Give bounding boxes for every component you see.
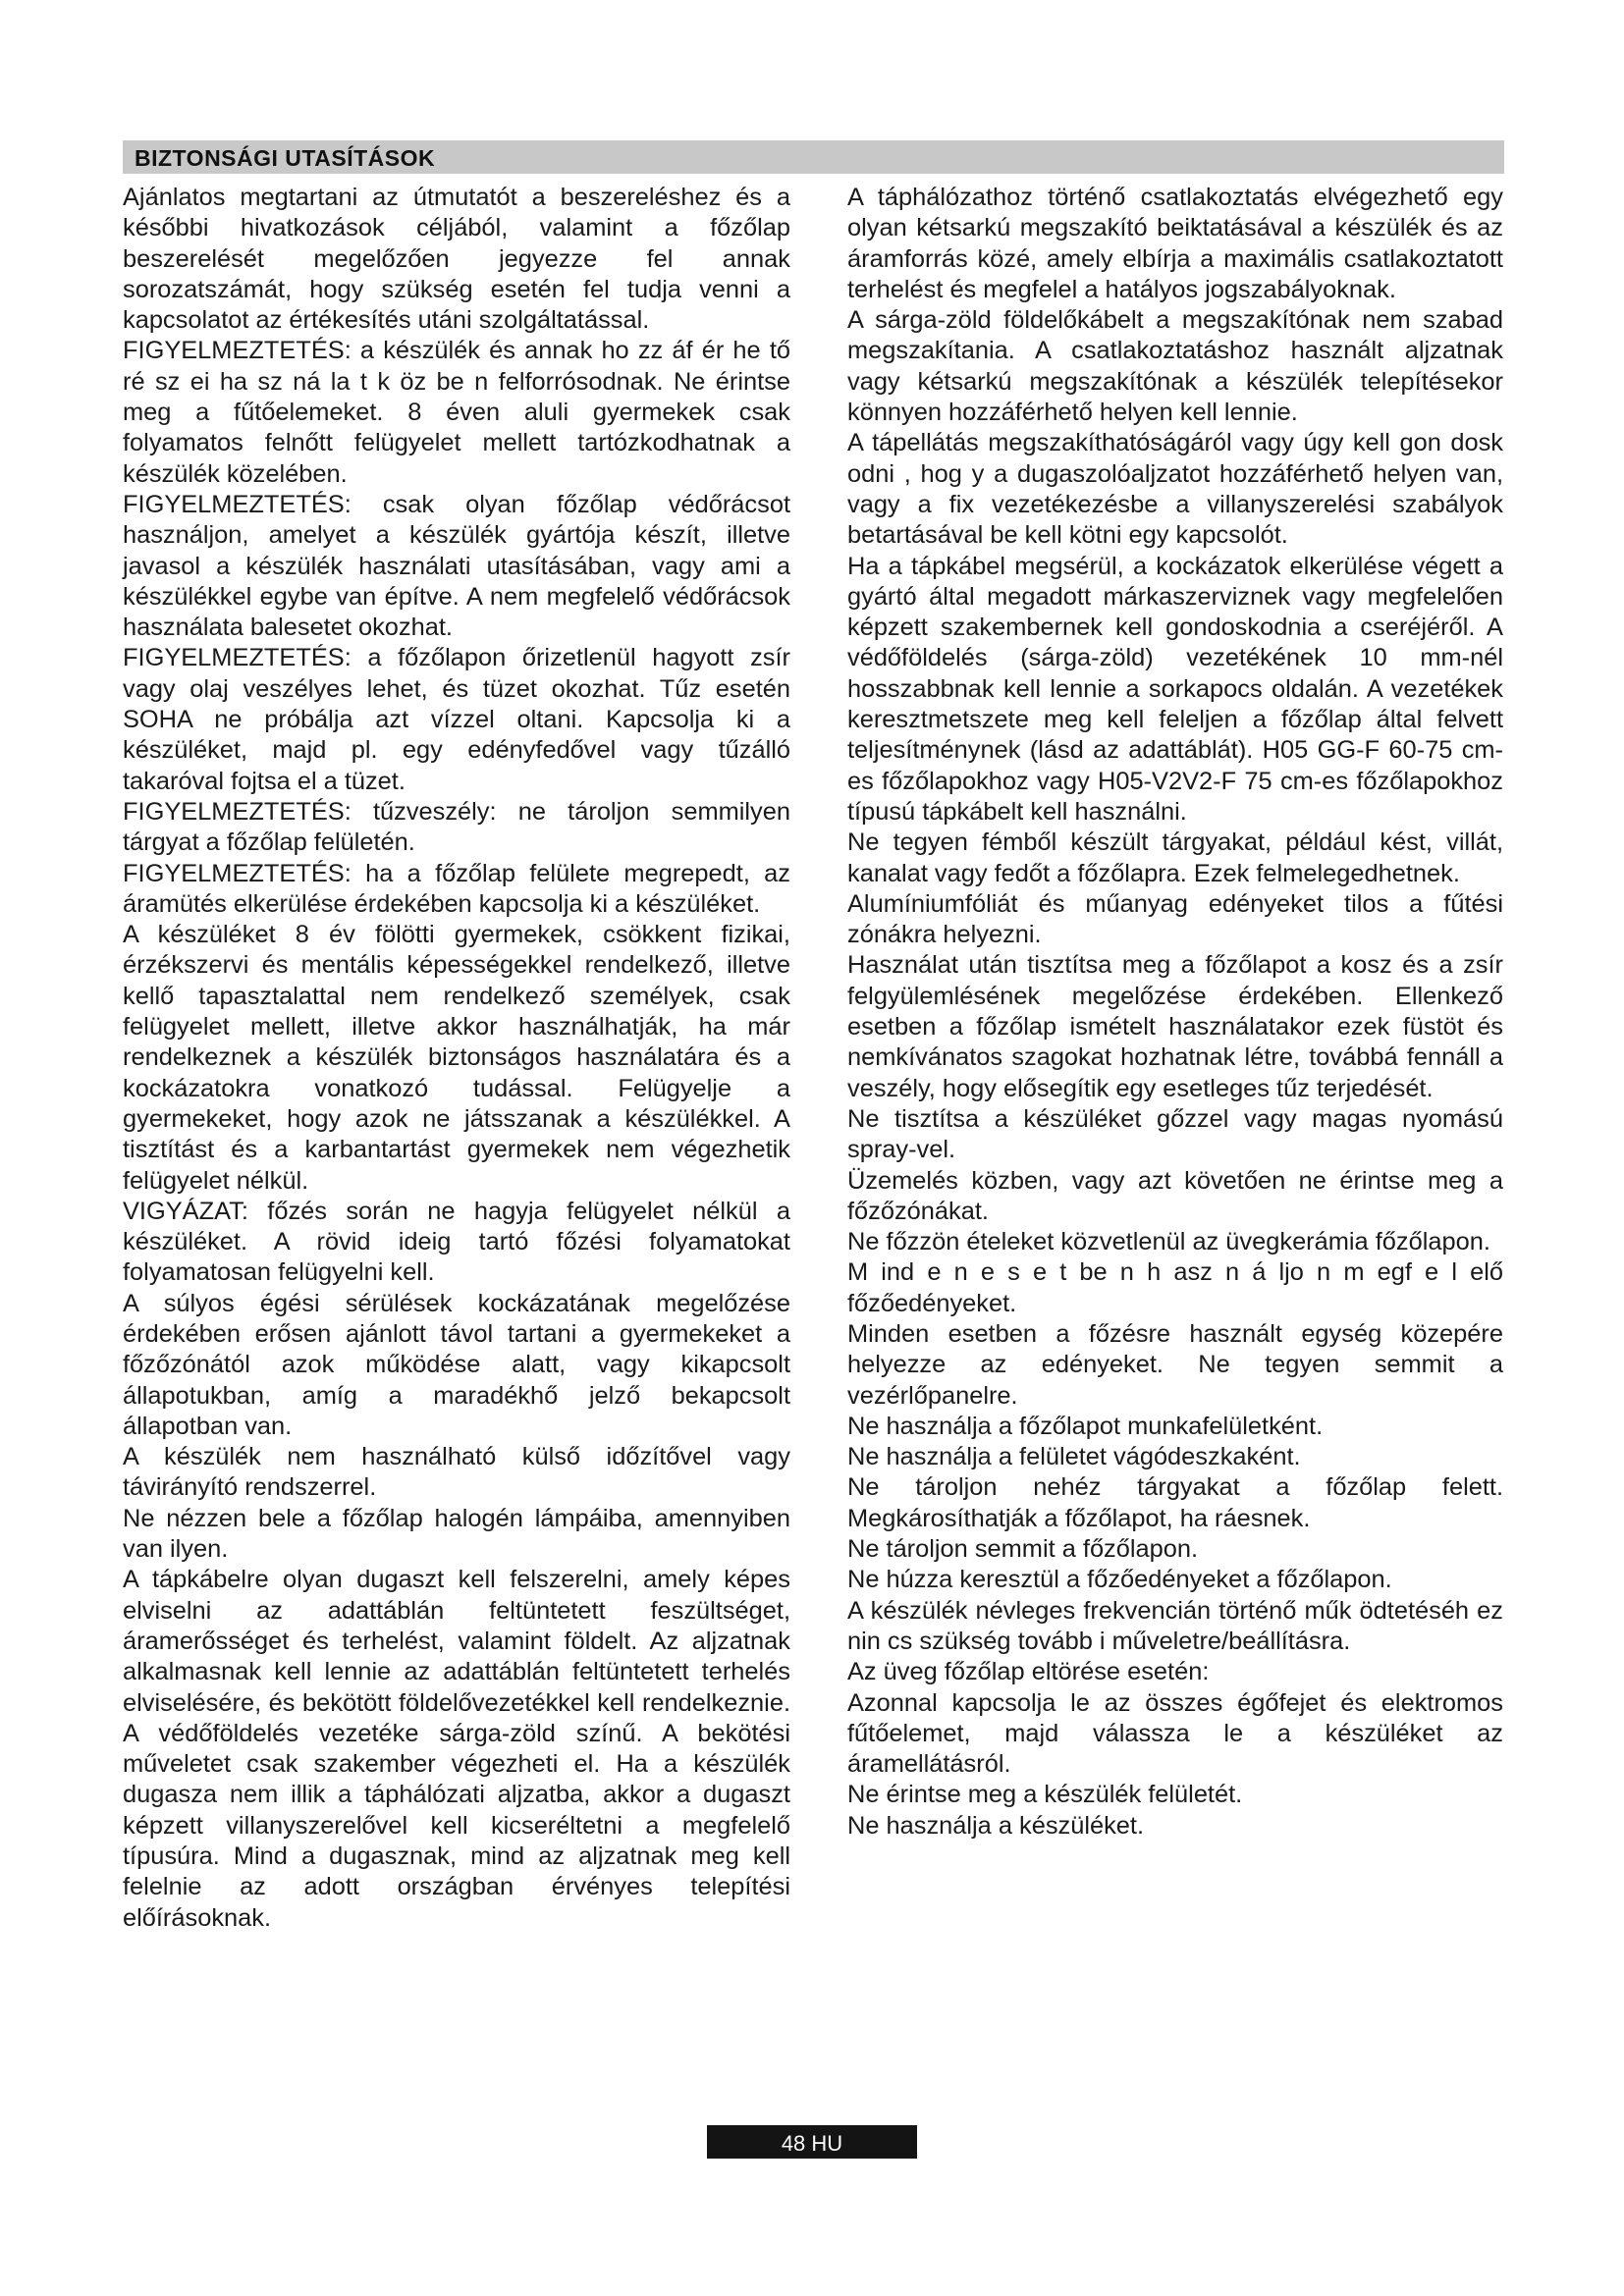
paragraph: A készülék nem használható külső időzítővel vagy távirányító rendszerrel.: [123, 1443, 790, 1502]
paragraph: M ind e n e s e t be n h asz n á ljo n m egf e l elő főzőedényeket.: [847, 1258, 1503, 1317]
paragraph: Üzemelés közben, vagy azt követően ne érintse meg a főzőzónákat.: [847, 1166, 1503, 1225]
paragraph: A súlyos égési sérülések kockázatának megelőzése érdekében erősen ajánlott távol tartani a gyermekeket a főzőzónától azok működése alatt, vagy kikapcsolt állapotukban, amíg a maradékhő jelző bekapcsolt állapotban van.: [123, 1289, 790, 1440]
paragraph: A tápkábelre olyan dugaszt kell felszerelni, amely képes elviselni az adattáblán feltüntetett feszültséget, áramerősséget és terhelést, valamint földelt. Az aljzatnak alkalmasnak kell lennie az adattáblán feltüntetett terhelés elviselésére, és bekötött földelővezetékkel kell rendelkeznie. A védőföldelés vezetéke sárga-zöld színű. A bekötési műveletet csak szakember végezheti el. Ha a készülék dugasza nem illik a táphálózati aljzatba, akkor a dugaszt képzett villanyszerelővel kell kicseréltetni a megfelelő típusúra. Mind a dugasznak, mind az aljzatnak meg kell felelnie az adott országban érvényes telepítési előírásoknak.: [123, 1566, 790, 1932]
paragraph: Ne nézzen bele a főzőlap halogén lámpáiba, amennyiben van ilyen.: [123, 1504, 790, 1564]
paragraph: Használat után tisztítsa meg a főzőlapot a kosz és a zsír felgyülemlésének megelőzése érdekében. Ellenkező esetben a főzőlap ismételt használatakor ezek füstöt és nemkívánatos szagokat hozhatnak létre, továbbá fennáll a veszély, hogy elősegítik egy esetleges tűz terjedését.: [847, 951, 1503, 1102]
paragraph: Ha a tápkábel megsérül, a kockázatok elkerülése végett a gyártó által megadott márkaszerviznek vagy megfelelően képzett szakembernek kell gondoskodnia a cseréjéről. A védőföldelés (sárga-zöld) vezetékének 10 mm-nél hosszabbnak kell lennie a sorkapocs oldalán. A vezetékek keresztmetszete meg kell feleljen a főzőlap által felvett teljesítménynek (lásd az adattáblát). H05 GG-F 60-75 cm-es főzőlapokhoz vagy H05-V2V2-F 75 cm-es főzőlapokhoz típusú tápkábelt kell használni.: [847, 552, 1503, 826]
paragraph: A sárga-zöld földelőkábelt a megszakítónak nem szabad megszakítania. A csatlakoztatáshoz használt aljzatnak vagy kétsarkú megszakítónak a készülék telepítésekor könnyen hozzáférhető helyen kell lennie.: [847, 306, 1503, 427]
paragraph: Az üveg főzőlap eltörése esetén:: [847, 1658, 1210, 1686]
paragraph: Ne főzzön ételeket közvetlenül az üvegkerámia főzőlapon.: [847, 1228, 1490, 1256]
paragraph: A táphálózathoz történő csatlakoztatás elvégezhető egy olyan kétsarkú megszakító beiktatásával a készülék és az áramforrás közé, amely elbírja a maximális csatlakoztatott terhelést és megfelel a hatályos jogszabályoknak.: [847, 184, 1503, 303]
paragraph: Ne érintse meg a készülék felületét.: [847, 1781, 1243, 1809]
paragraph: Ne használja a készüléket.: [847, 1811, 1145, 1840]
paragraph: A tápellátás megszakíthatóságáról vagy úgy kell gon dosk odni , hog y a dugaszolóaljzatot hozzáférhető helyen van, vagy a fix vezetékezésbe a villanyszerelési szabályok betartásával be kell kötni egy kapcsolót.: [847, 429, 1503, 550]
paragraph: Ne használja a főzőlapot munkafelületként.: [847, 1412, 1324, 1440]
paragraph: Ne tegyen fémből készült tárgyakat, például kést, villát, kanalat vagy fedőt a főzőlapra. Ezek felmelegedhetnek.: [847, 828, 1503, 887]
paragraph: Ajánlatos megtartani az útmutatót a beszereléshez és a későbbi hivatkozások céljából, valamint a főzőlap beszerelését megelőzően jegyezze fel annak sorozatszámát, hogy szükség esetén fel tudja venni a kapcsolatot az értékesítés utáni szolgáltatással.: [123, 184, 790, 335]
section-title: BIZTONSÁGI UTASÍTÁSOK: [135, 145, 436, 171]
paragraph: Ne tároljon semmit a főzőlapon.: [847, 1535, 1199, 1564]
paragraph: FIGYELMEZTETÉS: ha a főzőlap felülete megrepedt, az áramütés elkerülése érdekében kapcsolja ki a készüléket.: [123, 859, 790, 918]
paragraph: FIGYELMEZTETÉS: a készülék és annak ho zz áf ér he tő ré sz ei ha sz ná la t k öz be n felforrósodnak. Ne érintse meg a fűtőelemeket. 8 éven aluli gyermekek csak folyamatos felnőtt felügyelet mellett tartózkodhatnak a készülék közelében.: [123, 337, 790, 488]
paragraph: Ne húzza keresztül a főzőedényeket a főzőlapon.: [847, 1566, 1392, 1594]
page-number-box: [707, 2125, 917, 2159]
paragraph: FIGYELMEZTETÉS: a főzőlapon őrizetlenül hagyott zsír vagy olaj veszélyes lehet, és tüzet okozhat. Tűz esetén SOHA ne próbálja azt vízzel oltani. Kapcsolja ki a készüléket, majd pl. egy edényfedővel vagy tűzálló takaróval fojtsa el a tüzet.: [123, 644, 790, 795]
paragraph: A készülék névleges frekvencián történő műk ödtetéséh ez nin cs szükség tovább i műveletre/beállításra.: [847, 1596, 1503, 1655]
paragraph: Ne tároljon nehéz tárgyakat a főzőlap felett. Megkárosíthatják a főzőlapot, ha ráesnek.: [847, 1473, 1503, 1532]
paragraph: Ne használja a felületet vágódeszkaként.: [847, 1443, 1301, 1471]
paragraph: VIGYÁZAT: főzés során ne hagyja felügyelet nélkül a készüléket. A rövid ideig tartó főzési folyamatokat folyamatosan felügyelni kell.: [123, 1197, 790, 1287]
page-number: 48 HU: [781, 2131, 843, 2156]
right-column: [847, 183, 1503, 1842]
paragraph: Minden esetben a főzésre használt egység közepére helyezze az edényeket. Ne tegyen semmit a vezérlőpanelre.: [847, 1319, 1503, 1410]
paragraph: Azonnal kapcsolja le az összes égőfejet és elektromos fűtőelemet, majd válassza le a készüléket az áramellátásról.: [847, 1688, 1503, 1779]
paragraph: A készüléket 8 év fölötti gyermekek, csökkent fizikai, érzékszervi és mentális képességekkel rendelkező, illetve kellő tapasztalattal nem rendelkező személyek, csak felügyelet mellett, illetve akkor használhatják, ha már rendelkeznek a készülék biztonságos használatára és a kockázatokra vonatkozó tudással. Felügyelje a gyermekeket, hogy azok ne játsszanak a készülékkel. A tisztítást és a karbantartást gyermekek nem végezhetik felügyelet nélkül.: [123, 921, 790, 1195]
paragraph: FIGYELMEZTETÉS: tűzveszély: ne tároljon semmilyen tárgyat a főzőlap felületén.: [123, 797, 790, 857]
section-header-bar: [123, 140, 1504, 174]
paragraph: FIGYELMEZTETÉS: csak olyan főzőlap védőrácsot használjon, amelyet a készülék gyártója készít, illetve javasol a készülék használati utasításában, vagy ami a készülékkel egybe van építve. A nem megfelelő védőrácsok használata balesetet okozhat.: [123, 490, 790, 642]
paragraph: Alumíniumfóliát és műanyag edényeket tilos a fűtési zónákra helyezni.: [847, 889, 1503, 949]
left-column: [123, 183, 790, 1934]
paragraph: Ne tisztítsa a készüléket gőzzel vagy magas nyomású spray-vel.: [847, 1104, 1503, 1164]
